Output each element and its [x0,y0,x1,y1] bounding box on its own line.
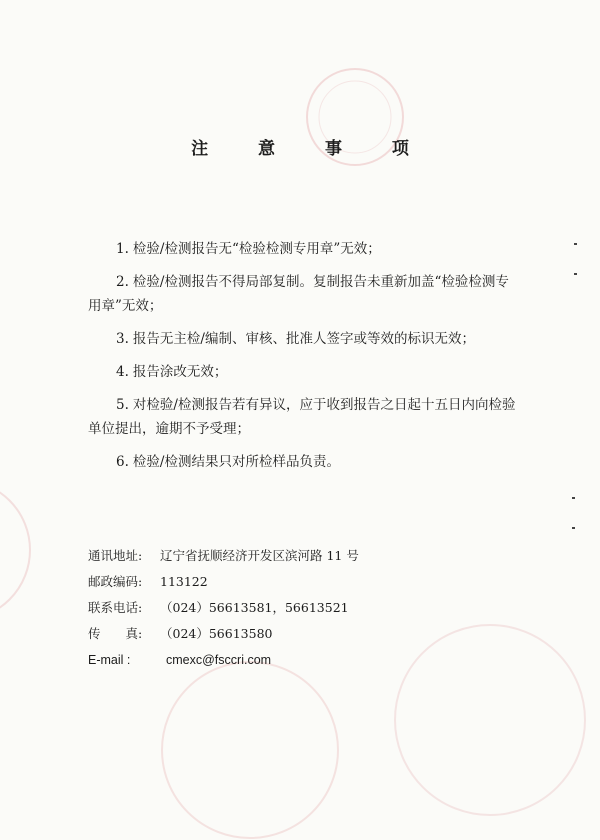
fax-row [88,621,359,647]
list-item: 4. 报告涂改无效； [116,364,228,380]
list-item: 1. 检验/检测报告无“检验检测专用章”无效； [116,241,381,257]
email-label: E-mail : [88,653,131,667]
margin-mark [574,273,577,275]
email-row [88,647,359,673]
fax-value: （024）56613580 [160,626,273,641]
postcode-value: 113122 [160,574,208,589]
phone-row [88,595,359,621]
notice-list [88,237,522,483]
phone-label: 联系电话: [88,600,143,615]
seal-stamp-left [0,470,40,630]
margin-mark [574,243,577,245]
postcode-label: 邮政编码: [88,574,143,589]
list-item: 5. 对检验/检测报告若有异议，应于收到报告之日起十五日内向检验单位提出，逾期不予受理； [88,397,516,437]
list-item: 6. 检验/检测结果只对所检样品负责。 [116,454,340,470]
address-label: 通讯地址: [88,548,143,563]
fax-label: 传 真: [88,626,143,641]
address-value: 辽宁省抚顺经济开发区滨河路 11 号 [160,548,359,563]
list-item: 3. 报告无主检/编制、审核、批准人签字或等效的标识无效； [116,331,475,347]
seal-stamp-bottom [150,650,350,840]
margin-mark [572,527,575,529]
postcode-row [88,569,359,595]
margin-mark [572,497,575,499]
phone-value: （024）56613581，56613521 [160,600,349,615]
contact-block [88,543,359,673]
seal-stamp-right [390,600,590,840]
list-item: 2. 检验/检测报告不得局部复制。复制报告未重新加盖“检验检测专用章”无效； [88,274,509,314]
address-row [88,543,359,569]
page-title: 注 意 事 项 [191,139,431,159]
email-value: cmexc@fsccri.com [166,653,272,667]
